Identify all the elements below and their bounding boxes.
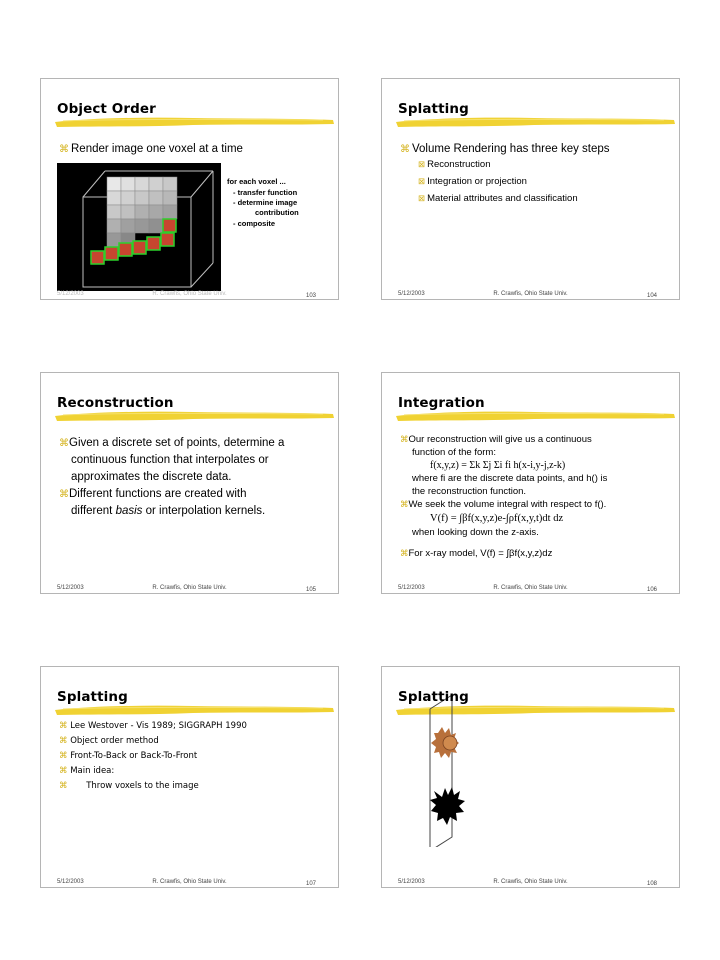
title-underline (53, 409, 335, 423)
voxel-image (57, 163, 221, 291)
bullet-icon: ⌘ (59, 751, 71, 761)
text-line: when looking down the z-axis. (412, 527, 539, 538)
slide-105: Reconstruction ⌘Given a discrete set of points, determine a continuous function that interpolates or approximates the discrete data. ⌘Different functions are created with different basis or interpolation kernels. 5/12/2003 R. Crawfis, Ohio State Univ. 105 (40, 372, 339, 594)
reconstruction-formula: f(x,y,z) = Σk Σj Σi fi h(x-i,y-j,z-k) (430, 460, 566, 471)
page-number: 108 (646, 881, 657, 887)
slide-103: Object Order ⌘ Render image one voxel at a time for each voxel ... - transfer function - determine image contribution - composite 5/12/2003 R. Crawfis, Ohio State Univ. 103 (40, 78, 339, 300)
bullet-icon: ⌘ (59, 721, 71, 731)
bullet-continuation: continuous function that interpolates or (71, 454, 269, 466)
bullet-list (59, 435, 284, 520)
bullet-item: ⌘Our reconstruction will give us a continuous (400, 434, 592, 445)
bullet-item: ⌘ Front-To-Back or Back-To-Front (59, 751, 198, 761)
subbullet-icon: ⊠ (418, 176, 426, 186)
voxel-loop-text: for each voxel ... - transfer function - determine image contribution - composite (227, 177, 299, 228)
volume-integral-formula: V(f) = ∫βf(x,y,z)e-∫ρf(x,y,t)dt dz (430, 513, 564, 524)
bullet-icon: ⌘ (59, 144, 69, 155)
slide-107: Splatting ⌘ Lee Westover - Vis 1989; SIGGRAPH 1990 ⌘ Object order method ⌘ Front-To-Back or Back-To-Front ⌘ Main idea: ⌘ Throw voxels to the image 5/12/2003 R. Crawfis, Ohio State Univ. 107 (40, 666, 339, 888)
bullet-item: ⌘ Lee Westover - Vis 1989; SIGGRAPH 1990 (59, 721, 247, 731)
colored-splat (431, 727, 459, 758)
bullet-item: ⌘We seek the volume integral with respect to f(). (400, 499, 607, 510)
page-number: 107 (305, 881, 316, 887)
text-line: function of the form: (412, 447, 496, 458)
bullet-item: ⌘ Volume Rendering has three key steps (400, 143, 610, 155)
page-number: 106 (646, 587, 657, 593)
integration-text (400, 433, 607, 560)
bullet-icon: ⌘ (59, 781, 71, 791)
bullet-list (59, 719, 247, 794)
page-number: 104 (646, 293, 657, 299)
bullet-item: ⌘Different functions are created with (59, 488, 247, 500)
slide-title: Object Order (57, 101, 156, 117)
bullet-icon: ⌘ (59, 736, 71, 746)
slide-title: Splatting (398, 689, 469, 705)
subbullet-icon: ⊠ (418, 159, 426, 169)
slide-title: Splatting (398, 101, 469, 117)
page-number: 103 (305, 293, 316, 299)
slide-title: Reconstruction (57, 395, 174, 411)
bullet-continuation: different basis or interpolation kernels. (71, 505, 266, 517)
bullet-item: ⌘For x-ray model, V(f) = ∫βf(x,y,z)dz (400, 548, 553, 559)
bullet-icon: ⌘ (59, 766, 71, 776)
subbullet-item: ⊠ Material attributes and classification (418, 193, 578, 204)
slide-title: Splatting (57, 689, 128, 705)
bullet-icon: ⌘ (59, 438, 69, 449)
title-underline (53, 115, 335, 129)
splatting-illustration (418, 687, 478, 847)
subbullet-item: ⊠ Reconstruction (418, 159, 491, 170)
voxel-grid-illustration (57, 163, 221, 291)
bullet-icon: ⌘ (400, 499, 409, 509)
bullet-icon: ⌘ (400, 548, 409, 558)
bullet-item: ⌘Given a discrete set of points, determine a (59, 437, 285, 449)
slide-title: Integration (398, 395, 485, 411)
bullet-item: ⌘ Render image one voxel at a time (59, 143, 243, 155)
text-line: the reconstruction function. (412, 486, 527, 497)
slide-104: Splatting ⌘ Volume Rendering has three key steps ⊠ Reconstruction ⊠ Integration or projection ⊠ Material attributes and classification 5/12/2003 R. Crawfis, Ohio State Univ. 104 (381, 78, 680, 300)
bullet-icon: ⌘ (59, 489, 69, 500)
slide-106: Integration ⌘Our reconstruction will give us a continuous function of the form: f(x,y,z) = Σk Σj Σi fi h(x-i,y-j,z-k) where fi are the discrete data points, and h() is the reconstruction function. ⌘We seek the volume integral with respect to f(). V(f) = ∫βf(x,y,z)e-∫ρf(x,y,t)dt dz when looking down the z-axis. ⌘For x-ray model, V(f) = ∫βf(x,y,z)dz 5/12/2003 R. Crawfis, Ohio State Univ. 106 (381, 372, 680, 594)
bullet-icon: ⌘ (400, 434, 409, 444)
slide-108: Splatting 5/12/2003 R. Crawfis, Ohio State Univ. 108 (381, 666, 680, 888)
text-line: where fi are the discrete data points, and h() is (412, 473, 608, 484)
bullet-item: ⌘ Throw voxels to the image (59, 781, 199, 791)
title-underline (53, 703, 335, 717)
bullet-continuation: approximates the discrete data. (71, 471, 232, 483)
subbullet-item: ⊠ Integration or projection (418, 176, 527, 187)
title-underline (394, 115, 676, 129)
bullet-item: ⌘ Main idea: (59, 766, 115, 776)
black-splat (430, 787, 465, 825)
subbullet-icon: ⊠ (418, 193, 426, 203)
title-underline (394, 409, 676, 423)
bullet-icon: ⌘ (400, 144, 410, 155)
page-number: 105 (305, 587, 316, 593)
bullet-item: ⌘ Object order method (59, 736, 159, 746)
